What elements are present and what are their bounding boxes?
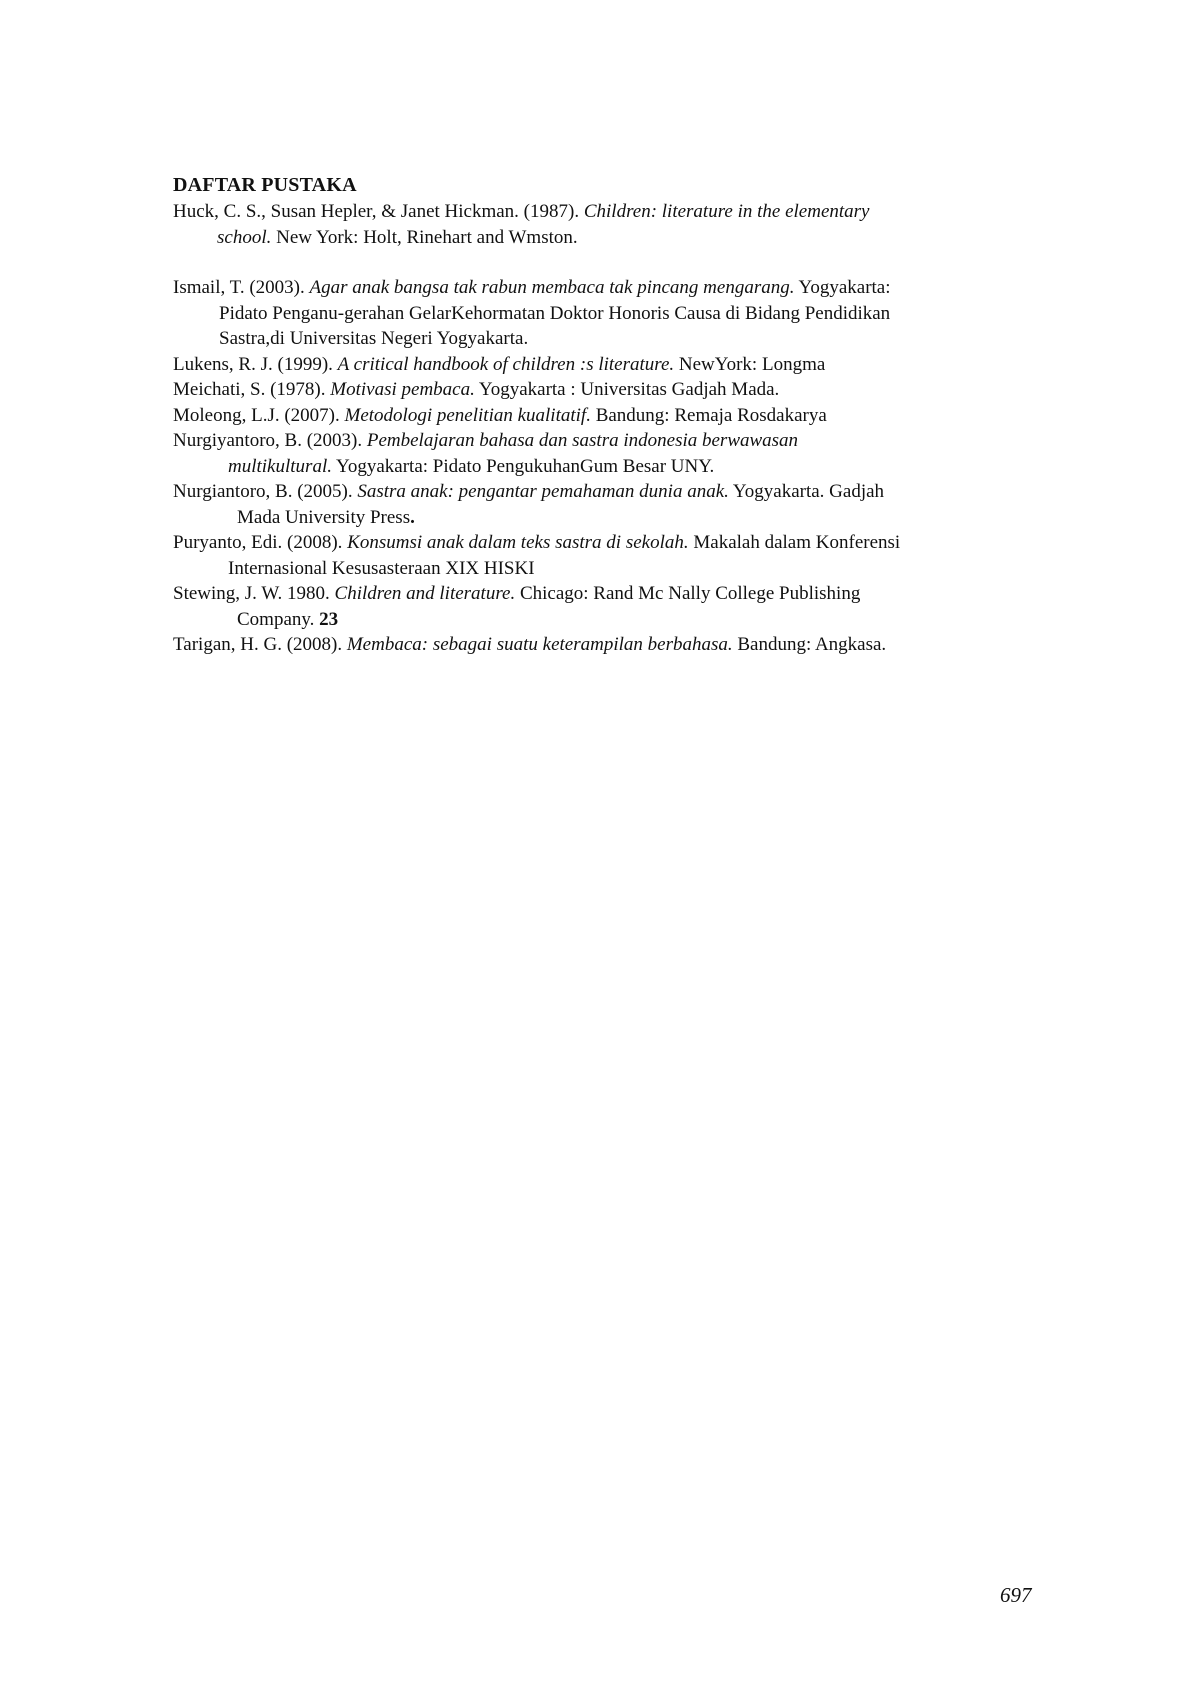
ref-text: Nurgiyantoro, B. (2003). xyxy=(173,430,367,451)
reference-ismail xyxy=(173,275,1053,352)
ref-title: Pembelajaran bahasa dan sastra indonesia berwawasan xyxy=(366,430,799,451)
ref-text: Bandung: Remaja Rosdakarya xyxy=(590,404,827,426)
ref-text: Yogyakarta. Gadjah xyxy=(728,481,885,502)
ref-title: Sastra anak: pengantar pemahaman dunia anak. xyxy=(357,481,729,502)
ref-text: Puryanto, Edi. (2008). xyxy=(173,532,348,553)
ref-text: Yogyakarta : Universitas Gadjah Mada. xyxy=(474,379,780,400)
ref-title: Agar anak bangsa tak rabun membaca tak pincang mengarang. xyxy=(309,277,795,298)
ref-title: Children: literature in the elementary xyxy=(583,201,870,222)
ref-text: 23 xyxy=(319,608,339,630)
ref-title: multikultural. xyxy=(228,455,332,477)
reference-moleong xyxy=(173,403,1053,429)
ref-text: Bandung: Angkasa. xyxy=(732,634,887,655)
ref-title: Metodologi penelitian kualitatif. xyxy=(344,404,591,426)
ref-text: New York: Holt, Rinehart and Wmston. xyxy=(271,226,578,248)
reference-nurgiantoro xyxy=(173,479,1053,530)
page-number: 697 xyxy=(1000,1583,1032,1607)
ref-title: Konsumsi anak dalam teks sastra di sekolah. xyxy=(347,532,689,553)
ref-text: Tarigan, H. G. (2008). xyxy=(173,634,347,655)
ref-text: Yogyakarta: xyxy=(794,277,891,298)
ref-text: Lukens, R. J. (1999). xyxy=(173,353,338,375)
ref-text: Makalah dalam Konferensi xyxy=(688,532,901,553)
ref-text: Yogyakarta: Pidato PengukuhanGum Besar UNY. xyxy=(331,455,715,477)
reference-tarigan xyxy=(173,632,1053,658)
ref-title: Motivasi pembaca. xyxy=(330,379,475,400)
ref-text: Ismail, T. (2003). xyxy=(173,277,310,298)
reference-list xyxy=(173,199,1053,658)
ref-title: Membaca: sebagai suatu keterampilan berbahasa. xyxy=(346,634,733,655)
ref-text: Huck, C. S., Susan Hepler, & Janet Hickman. (1987). xyxy=(173,201,584,222)
page-title: DAFTAR PUSTAKA xyxy=(173,174,357,196)
ref-text: . xyxy=(410,506,415,528)
ref-text: Internasional Kesusasteraan XIX HISKI xyxy=(228,557,535,579)
ref-text: Pidato Penganu-gerahan GelarKehormatan Doktor Honoris Causa di Bidang Pendidikan xyxy=(219,302,891,324)
reference-nurgiyantoro xyxy=(173,428,1053,479)
reference-puryanto xyxy=(173,530,1053,581)
ref-text: Chicago: Rand Mc Nally College Publishing xyxy=(515,583,861,604)
reference-lukens xyxy=(173,352,1053,378)
reference-meichati xyxy=(173,377,1053,403)
ref-text: Meichati, S. (1978). xyxy=(173,379,331,400)
ref-text: Moleong, L.J. (2007). xyxy=(173,404,345,426)
ref-text: Nurgiantoro, B. (2005). xyxy=(173,481,358,502)
ref-text: Sastra,di Universitas Negeri Yogyakarta. xyxy=(219,328,529,349)
ref-title: Children and literature. xyxy=(334,583,516,604)
spacer xyxy=(173,250,1053,275)
ref-title: A critical handbook of children :s literature. xyxy=(337,353,675,375)
ref-text: NewYork: Longma xyxy=(674,353,826,375)
ref-text: Stewing, J. W. 1980. xyxy=(173,583,335,604)
reference-huck xyxy=(173,199,1053,250)
ref-text: Mada University Press xyxy=(237,506,411,528)
reference-stewing xyxy=(173,581,1053,632)
ref-title: school. xyxy=(217,226,272,248)
ref-text: Company. xyxy=(237,608,320,630)
